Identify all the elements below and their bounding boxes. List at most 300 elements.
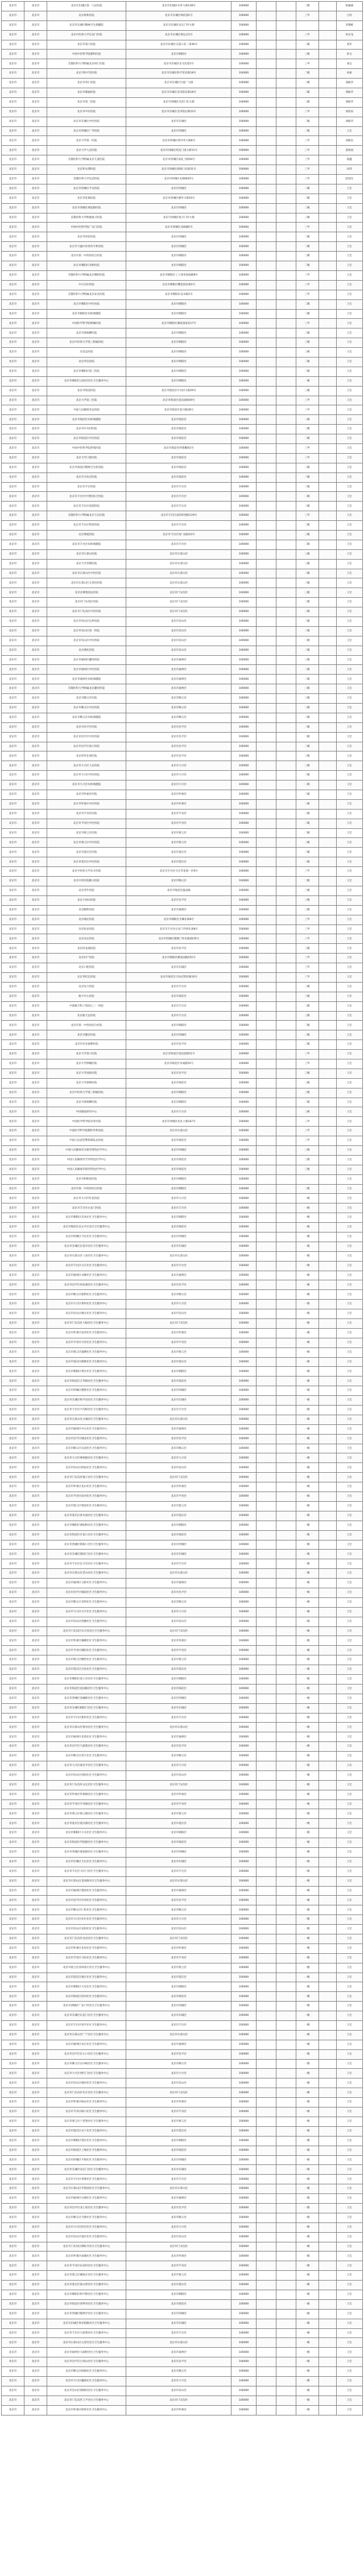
contact-cell: 王宏 <box>336 2069 362 2078</box>
beds-cell <box>276 117 296 126</box>
city-cell: 北京市 <box>24 2261 47 2271</box>
phone-cell <box>256 1597 276 1607</box>
level-cell: 二级 <box>296 665 318 675</box>
hospital-name-cell: 北京市通州区永顺社区卫生服务中心 <box>47 1271 126 1280</box>
address-cell: 北京市门头沟区 <box>126 1473 231 1482</box>
level-cell: 一级 <box>296 1944 318 1953</box>
beds-cell <box>276 40 296 50</box>
province-cell: 北京市 <box>2 1799 24 1809</box>
contact-cell: 王宏 <box>336 588 362 598</box>
level-cell: 二级 <box>296 540 318 549</box>
table-row <box>2 1251 363 1261</box>
city-cell: 北京市 <box>24 2309 47 2319</box>
hospital-name-cell: 北京市第一中西医结合医院 <box>47 252 126 261</box>
postcode-cell: 100000 <box>231 1328 256 1338</box>
city-cell: 北京市 <box>24 2165 47 2175</box>
address-cell: 北京市怀柔区 <box>126 1636 231 1646</box>
level-cell: 一级 <box>296 1424 318 1434</box>
type-cell <box>318 299 336 309</box>
contact-cell: 王宏 <box>336 415 362 425</box>
table-row <box>2 2213 363 2222</box>
level-cell: 一级 <box>296 2222 318 2232</box>
phone-cell <box>256 97 276 107</box>
address-cell: 北京市丰台区 <box>126 2328 231 2338</box>
postcode-cell: 100000 <box>231 453 256 463</box>
hospital-name-cell: 北京市东城区体育馆路社区卫生服务中心 <box>47 2319 126 2328</box>
phone-cell <box>256 2165 276 2175</box>
hospital-name-cell: 北京市第一中西医结合医院 <box>47 1021 126 1030</box>
postcode-cell: 100000 <box>231 954 256 963</box>
address-cell: 北京市丰台区 <box>126 1867 231 1876</box>
contact-cell: 王宏 <box>336 2117 362 2126</box>
phone-cell <box>256 1290 276 1300</box>
hospital-name-cell: 北京市肛肠医院 <box>47 194 126 203</box>
city-cell: 北京市 <box>24 146 47 155</box>
phone-cell <box>256 1896 276 1905</box>
province-cell: 北京市 <box>2 1559 24 1569</box>
table-row <box>2 319 363 328</box>
contact-cell: 王宏 <box>336 934 362 944</box>
province-cell: 北京市 <box>2 1271 24 1280</box>
beds-cell <box>276 194 296 203</box>
level-cell: 二级 <box>296 722 318 732</box>
city-cell: 北京市 <box>24 2271 47 2281</box>
table-row <box>2 338 363 348</box>
city-cell: 北京市 <box>24 2386 47 2396</box>
province-cell: 北京市 <box>2 877 24 886</box>
contact-cell: 王宏 <box>336 396 362 405</box>
postcode-cell: 100000 <box>231 1973 256 1982</box>
phone-cell <box>256 2059 276 2069</box>
city-cell: 北京市 <box>24 1367 47 1377</box>
address-cell: 北京市西城区西什库大街8号 <box>126 136 231 146</box>
beds-cell <box>276 184 296 194</box>
postcode-cell: 100000 <box>231 1905 256 1915</box>
type-cell <box>318 954 336 963</box>
beds-cell <box>276 751 296 761</box>
postcode-cell: 100000 <box>231 425 256 434</box>
beds-cell <box>276 2290 296 2299</box>
table-row <box>2 809 363 819</box>
city-cell: 北京市 <box>24 1098 47 1107</box>
type-cell <box>318 117 336 126</box>
level-cell: 二级 <box>296 261 318 271</box>
phone-cell <box>256 299 276 309</box>
city-cell: 北京市 <box>24 59 47 69</box>
address-cell: 北京市海淀区 <box>126 1530 231 1540</box>
table-row <box>2 69 363 79</box>
type-cell <box>318 992 336 1001</box>
province-cell: 北京市 <box>2 2184 24 2194</box>
table-row <box>2 2098 363 2107</box>
contact-cell: 王宏 <box>336 1050 362 1059</box>
level-cell: 一级 <box>296 2098 318 2107</box>
contact-cell: 王宏 <box>336 809 362 819</box>
province-cell: 北京市 <box>2 2155 24 2165</box>
table-row <box>2 704 363 713</box>
contact-cell: 王宏 <box>336 1242 362 1251</box>
beds-cell <box>276 1396 296 1406</box>
contact-cell: 王宏 <box>336 2049 362 2059</box>
province-cell: 北京市 <box>2 1982 24 1992</box>
contact-cell: 王宏 <box>336 1424 362 1434</box>
postcode-cell: 100000 <box>231 1790 256 1799</box>
hospital-name-cell: 航天中心医院 <box>47 992 126 1001</box>
province-cell: 北京市 <box>2 1001 24 1011</box>
province-cell: 北京市 <box>2 2098 24 2107</box>
hospital-name-cell: 北京市海淀区中医医院 <box>47 434 126 444</box>
phone-cell <box>256 2107 276 2117</box>
postcode-cell: 100000 <box>231 992 256 1001</box>
province-cell: 北京市 <box>2 2338 24 2348</box>
table-row <box>2 972 363 982</box>
type-cell <box>318 972 336 982</box>
type-cell <box>318 1723 336 1732</box>
type-cell <box>318 1050 336 1059</box>
phone-cell <box>256 1155 276 1165</box>
level-cell: 二级 <box>296 232 318 242</box>
table-row <box>2 1925 363 1934</box>
city-cell: 北京市 <box>24 2232 47 2242</box>
type-cell <box>318 1251 336 1261</box>
city-cell: 北京市 <box>24 2376 47 2386</box>
hospital-name-cell: 北京大学首钢医院 <box>47 559 126 569</box>
address-cell: 北京市西城区 <box>126 1848 231 1858</box>
beds-cell <box>276 925 296 934</box>
type-cell <box>318 1886 336 1896</box>
postcode-cell: 100000 <box>231 1617 256 1626</box>
level-cell: 三级 <box>296 1165 318 1174</box>
phone-cell <box>256 1357 276 1367</box>
table-row <box>2 877 363 886</box>
table-row <box>2 2386 363 2396</box>
city-cell: 北京市 <box>24 2338 47 2348</box>
type-cell <box>318 1040 336 1050</box>
hospital-name-cell: 北京市西城区展览路医院 <box>47 203 126 213</box>
table-row <box>2 1607 363 1617</box>
phone-cell <box>256 50 276 59</box>
type-cell <box>318 578 336 588</box>
beds-cell <box>276 1617 296 1626</box>
phone-cell <box>256 675 276 684</box>
province-cell: 北京市 <box>2 1280 24 1290</box>
phone-cell <box>256 1251 276 1261</box>
hospital-name-cell: 北京市房山区向阳社区卫生服务中心 <box>47 1770 126 1780</box>
phone-cell <box>256 319 276 328</box>
beds-cell <box>276 11 296 20</box>
beds-cell <box>276 665 296 675</box>
postcode-cell: 100000 <box>231 252 256 261</box>
province-cell: 北京市 <box>2 1915 24 1925</box>
beds-cell <box>276 1550 296 1559</box>
beds-cell <box>276 319 296 328</box>
province-cell: 北京市 <box>2 626 24 636</box>
contact-cell: 王宏 <box>336 886 362 895</box>
postcode-cell: 100000 <box>231 1377 256 1386</box>
contact-cell: 王宏 <box>336 925 362 934</box>
city-cell: 北京市 <box>24 88 47 98</box>
city-cell: 北京市 <box>24 1415 47 1424</box>
table-row <box>2 2299 363 2309</box>
beds-cell <box>276 1127 296 1136</box>
contact-cell: 王宏 <box>336 1078 362 1088</box>
beds-cell <box>276 1357 296 1367</box>
level-cell: 二级 <box>296 502 318 511</box>
address-cell: 北京市东城区台基厂大街 <box>126 79 231 88</box>
hospital-name-cell: 北京市房山区城关社区卫生服务中心 <box>47 1309 126 1319</box>
contact-cell: 王宏 <box>336 1876 362 1886</box>
postcode-cell: 100000 <box>231 1271 256 1280</box>
contact-cell: 王宏 <box>336 1550 362 1559</box>
hospital-name-cell: 北京市东城区天坛社区卫生服务中心 <box>47 1857 126 1867</box>
province-cell: 北京市 <box>2 1406 24 1415</box>
hospital-name-cell: 北京大学第三医院 <box>47 396 126 405</box>
beds-cell <box>276 2232 296 2242</box>
hospital-name-cell: 北京妇产医院 <box>47 954 126 963</box>
beds-cell <box>276 1963 296 1973</box>
city-cell: 北京市 <box>24 1790 47 1799</box>
contact-cell: 王宏 <box>336 1819 362 1829</box>
level-cell: 一级 <box>296 1588 318 1597</box>
level-cell: 三甲 <box>296 319 318 328</box>
level-cell: 一级 <box>296 1790 318 1799</box>
postcode-cell: 100000 <box>231 1819 256 1829</box>
phone-cell <box>256 1444 276 1453</box>
table-row <box>2 1752 363 1761</box>
phone-cell <box>256 1069 276 1078</box>
city-cell: 北京市 <box>24 1973 47 1982</box>
level-cell: 一级 <box>296 1770 318 1780</box>
city-cell: 北京市 <box>24 453 47 463</box>
address-cell: 北京市西城区北线阁5号 <box>126 223 231 232</box>
beds-cell <box>276 2136 296 2146</box>
postcode-cell: 100000 <box>231 1511 256 1521</box>
contact-cell: 王宏 <box>336 1145 362 1155</box>
type-cell <box>318 1511 336 1521</box>
postcode-cell: 100000 <box>231 530 256 540</box>
province-cell: 北京市 <box>2 838 24 848</box>
beds-cell <box>276 146 296 155</box>
phone-cell <box>256 1174 276 1184</box>
type-cell <box>318 799 336 809</box>
province-cell: 北京市 <box>2 598 24 607</box>
address-cell: 北京市丰台区 <box>126 1001 231 1011</box>
province-cell: 北京市 <box>2 1636 24 1646</box>
city-cell: 北京市 <box>24 376 47 386</box>
address-cell: 北京市朝阳区 <box>126 1829 231 1838</box>
contact-cell: 王宏 <box>336 242 362 252</box>
table-row <box>2 780 363 790</box>
level-cell: 二级 <box>296 203 318 213</box>
hospital-name-cell: 北京市顺义区双丰社区卫生服务中心 <box>47 1752 126 1761</box>
table-row <box>2 2290 363 2299</box>
type-cell <box>318 2261 336 2271</box>
contact-cell: 王宏 <box>336 1127 362 1136</box>
province-cell: 北京市 <box>2 2405 24 2415</box>
beds-cell <box>276 617 296 627</box>
address-cell: 北京市丰台区 <box>126 1011 231 1021</box>
postcode-cell: 100000 <box>231 184 256 194</box>
table-row <box>2 1184 363 1194</box>
level-cell: 三甲 <box>296 270 318 280</box>
city-cell: 北京市 <box>24 1646 47 1655</box>
level-cell: 二级 <box>296 97 318 107</box>
address-cell: 北京市东城区美术馆后街23号 <box>126 107 231 117</box>
contact-cell: 王宏 <box>336 799 362 809</box>
type-cell <box>318 761 336 771</box>
table-row <box>2 1550 363 1559</box>
postcode-cell: 100000 <box>231 2309 256 2319</box>
type-cell <box>318 232 336 242</box>
phone-cell <box>256 2222 276 2232</box>
postcode-cell: 100000 <box>231 1713 256 1723</box>
address-cell: 北京市朝阳区 <box>126 1174 231 1184</box>
contact-cell: 王宏 <box>336 2194 362 2204</box>
table-row <box>2 2281 363 2290</box>
city-cell: 北京市 <box>24 2290 47 2299</box>
contact-cell: 王宏 <box>336 675 362 684</box>
postcode-cell: 100000 <box>231 2078 256 2088</box>
level-cell: 一级 <box>296 1579 318 1588</box>
contact-cell: 王宏 <box>336 2281 362 2290</box>
address-cell: 北京市朝阳区安贞路2号 <box>126 290 231 299</box>
postcode-cell: 100000 <box>231 1415 256 1424</box>
beds-cell <box>276 1050 296 1059</box>
address-cell: 北京市石景山区 <box>126 1569 231 1579</box>
phone-cell <box>256 2309 276 2319</box>
postcode-cell: 100000 <box>231 434 256 444</box>
type-cell <box>318 732 336 742</box>
address-cell: 北京市朝阳区 <box>126 376 231 386</box>
table-row <box>2 1444 363 1453</box>
beds-cell <box>276 2338 296 2348</box>
phone-cell <box>256 1857 276 1867</box>
contact-cell: 王宏 <box>336 1905 362 1915</box>
postcode-cell: 100000 <box>231 2146 256 2155</box>
level-cell: 二级 <box>296 415 318 425</box>
postcode-cell: 100000 <box>231 270 256 280</box>
contact-cell: 王宏 <box>336 261 362 271</box>
phone-cell <box>256 2281 276 2290</box>
city-cell: 北京市 <box>24 425 47 434</box>
postcode-cell: 100000 <box>231 1213 256 1223</box>
level-cell: 三甲 <box>296 915 318 925</box>
contact-cell: 王宏 <box>336 2165 362 2175</box>
phone-cell <box>256 1223 276 1232</box>
beds-cell <box>276 396 296 405</box>
contact-cell: 王宏 <box>336 2136 362 2146</box>
table-row <box>2 1982 363 1992</box>
city-cell: 北京市 <box>24 1290 47 1300</box>
address-cell: 北京市怀柔区 <box>126 2405 231 2415</box>
province-cell: 北京市 <box>2 1569 24 1579</box>
postcode-cell: 100000 <box>231 386 256 396</box>
level-cell: 二级 <box>296 617 318 627</box>
phone-cell <box>256 1059 276 1069</box>
phone-cell <box>256 1925 276 1934</box>
table-row <box>2 1809 363 1819</box>
table-row <box>2 1953 363 1963</box>
city-cell: 北京市 <box>24 646 47 655</box>
level-cell: 一级 <box>296 2021 318 2031</box>
province-cell: 北京市 <box>2 1925 24 1934</box>
city-cell: 北京市 <box>24 1271 47 1280</box>
phone-cell <box>256 2328 276 2338</box>
address-cell: 北京市密云区 <box>126 1501 231 1511</box>
city-cell: 北京市 <box>24 1963 47 1973</box>
hospital-name-cell: 北京市丰台区卢沟桥社区卫生服务中心 <box>47 1406 126 1415</box>
address-cell: 北京市门头沟区 <box>126 1780 231 1790</box>
phone-cell <box>256 79 276 88</box>
address-cell: 北京市西城区德胜门外安康胡同5号 <box>126 934 231 944</box>
city-cell: 北京市 <box>24 886 47 895</box>
city-cell: 北京市 <box>24 780 47 790</box>
beds-cell <box>276 1944 296 1953</box>
hospital-name-cell: 北京市海淀区四季青社区卫生服务中心 <box>47 2299 126 2309</box>
hospital-name-cell: 北京市社会福利医院 <box>47 1040 126 1050</box>
hospital-name-cell: 北京市昌平区回龙观社区卫生服务中心 <box>47 1280 126 1290</box>
hospital-name-cell: 北京市房山区窦店社区卫生服务中心 <box>47 2232 126 2242</box>
province-cell: 北京市 <box>2 1194 24 1203</box>
contact-cell: 王宏 <box>336 1261 362 1271</box>
type-cell <box>318 1732 336 1742</box>
province-cell: 北京市 <box>2 1597 24 1607</box>
phone-cell <box>256 1011 276 1021</box>
postcode-cell: 100000 <box>231 126 256 136</box>
level-cell: 一级 <box>296 1540 318 1550</box>
table-row <box>2 175 363 184</box>
hospital-name-cell: 北京市大兴区红星医院 <box>47 1194 126 1203</box>
contact-cell: 王宏 <box>336 2232 362 2242</box>
level-cell: 一级 <box>296 1607 318 1617</box>
address-cell: 北京市通州区 <box>126 1271 231 1280</box>
postcode-cell: 100000 <box>231 1694 256 1703</box>
type-cell <box>318 2367 336 2377</box>
beds-cell <box>276 2242 296 2252</box>
contact-cell: 王宏 <box>336 1501 362 1511</box>
hospital-name-cell: 北京大学深圳医院 <box>47 1078 126 1088</box>
hospital-name-cell: 北京市朝阳区中医医院 <box>47 299 126 309</box>
postcode-cell: 100000 <box>231 1145 256 1155</box>
address-cell: 北京市昌平区 <box>126 1040 231 1050</box>
type-cell <box>318 2117 336 2126</box>
hospital-name-cell: 北京市大兴区西红门社区卫生服务中心 <box>47 2069 126 2078</box>
province-cell: 北京市 <box>2 511 24 521</box>
hospital-name-cell: 北京市西城区新街口社区卫生服务中心 <box>47 1540 126 1550</box>
type-cell <box>318 1213 336 1223</box>
phone-cell <box>256 2078 276 2088</box>
province-cell: 北京市 <box>2 1165 24 1174</box>
province-cell: 北京市 <box>2 1713 24 1723</box>
beds-cell <box>276 1752 296 1761</box>
city-cell: 北京市 <box>24 761 47 771</box>
beds-cell <box>276 2328 296 2338</box>
postcode-cell: 100000 <box>231 799 256 809</box>
contact-cell: 王宏 <box>336 1251 362 1261</box>
beds-cell <box>276 607 296 617</box>
phone-cell <box>256 69 276 79</box>
level-cell: 一级 <box>296 2261 318 2271</box>
level-cell: 二级 <box>296 982 318 992</box>
city-cell: 北京市 <box>24 2348 47 2357</box>
beds-cell <box>276 895 296 905</box>
address-cell: 北京市顺义区 <box>126 1444 231 1453</box>
postcode-cell: 100000 <box>231 2261 256 2271</box>
table-row <box>2 1145 363 1155</box>
address-cell: 北京市怀柔区 <box>126 1944 231 1953</box>
postcode-cell: 100000 <box>231 944 256 954</box>
type-cell <box>318 492 336 502</box>
